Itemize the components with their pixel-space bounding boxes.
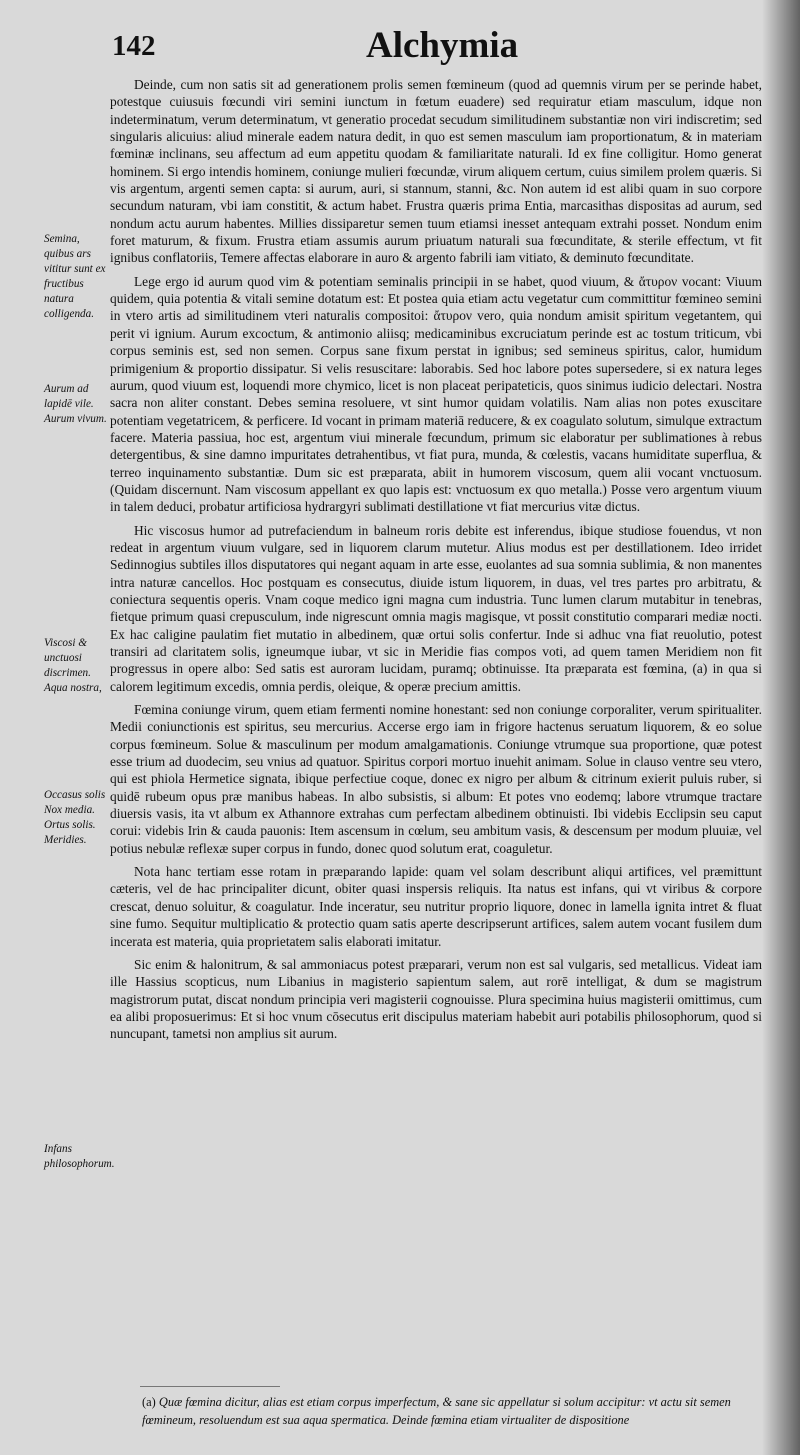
margin-note: Occasus solis Nox media. Ortus solis. Meridies. [44,789,106,846]
margin-note: Semina, quibus ars vititur sunt ex fructibus natura colligenda. [44,233,106,320]
footnote-mark: (a) [142,1395,156,1409]
paragraph: Fœmina coniunge virum, quem etiam fermenti nomine honestant: sed non coniunge corporaliter, verum spiritualiter. Medii coniunctionis est spiritus, seu mercurius. Accerse ergo iam in frigore hactenus seruatum liquorem, & eo solue corpus fœmineum. Solue & masculinum per modum amalgamationis. Coniunge vtrumque sua proportione, quæ potest esse trium ad duodecim, seu vnius ad quatuor. Spiritus corpori mortuo inuehit animam. Solue in clauso ventre seu vtero, qui est phiola Hermetice signata, ibique perfectiue coque, donec ex nigro per album & citrinum exierit puluis ruber, si quidē rubeum opus præ manibus habeas. In albo subsistis, si album: Et potes vno eodemq; labore vtrumque tractare diuersis vasis, ita vt album ex Athannore extrahas cum perfectam albedinem obtinuisti. Ibi videbis Ecclipsin seu caput corui: videbis Irin & cauda pauonis: Item ascensum in cœlum, seu ambitum vasis, & descensum per modum pluuiæ, vel potius nebulæ reflexæ super corpus in fundo, donec quod solutum erat, coaguletur. [110,702,762,856]
page-header [108,22,748,68]
running-title: Alchymia [366,25,519,66]
main-text [110,76,762,1043]
paragraph: Sic enim & halonitrum, & sal ammoniacus potest præparari, verum non est sal vulgaris, sed metallicus. Videat iam ille Hassius scopticus, num Libanius in magisterio sapientum salem, aut rorē intelligat, & dum se magistrum magistrorum putat, discat nondum principia veri magisterii cognouisse. Plura specimina huius magisterii omittimus, cum ea alibi proposuerimus: Et si hoc vnum cōsecutus erit discipulus materiam habebit auri potabilis philosophorum, quod si nuncupant, tametsi non amplius sit aurum. [110,956,762,1042]
margin-note: Infans philosophorum. [44,1143,115,1170]
margin-note: Aurum ad lapidē vile. Aurum vivum. [44,383,107,425]
paragraph: Hic viscosus humor ad putrefaciendum in balneum roris debite est inferendus, ibique studiose fouendus, vt non redeat in argentum viuum vulgare, sed in liquorem clarum mutetur. Alius modus est per destillationem. Ideo irridet Sedinnogius subtiles illos disputatores qui negant aquam in arte esse, euolantes ad sua somnia sublimia, & non manentes intra naturæ cancellos. Hoc postquam es consecutus, diuide istum liquorem, in duas, vel tres partes pro arbitratu, & coniectura sequentis operis. Vnam coque medico igni magna cum industria. Tunc lumen clarum mutabitur in tenebras, fietque primum quasi crepusculum, inde nigrescunt omnia magis magisque, vt possit constitutio comparari mediæ nocti. Ex hac caligine paulatim fiet mutatio in albedinem, quæ ortui solis confertur. Inde si adhuc vna fiat reuolutio, potest transiri ad claritatem solis, igneumque iubar, vt sic in Meridie fias compos voti, ad quem tamen Meridiem non fit progressus in opere albo: Sed satis est auroram lucidam, puramq; obtinuisse. Ita præparata est fœmina, (a) in qua si calorem legitimum excedis, omnia perdis, oleique, & operæ precium amittis. [110,522,762,694]
paragraph: Deinde, cum non satis sit ad generationem prolis semen fœmineum (quod ad quemnis virum per se perinde habet, potestque cuiusuis fœcundi viri semini iunctum in fœtum euadere) sed requiratur etiam masculum, idque non indeterminatum, verum determinatum, vt generatio procedat secudum similitudinem substantiæ non viri indiscretim; sed singularis alicuius: aliud minerale eadem natura dedit, in quo est semen masculum iam proportionatum, & in materiam fœminæ inclinans, seu affectum ad eum appetitu quodam & familiaritate naturali. Id ex fine colligitur. Homo generat hominem. Si ergo intendis hominem, coniunge mulieri fœcundæ, virum aliquem certum, cuius similem prolem quæris. Si vis argentum, argenti semen capta: si aurum, auri, si stannum, stanni, &c. Non autem id est alibi quam in suo corpore secundum naturam, vbi iam constitit, & actum habet. Frustra quæris prima Entia, marcasithas dispositas ad aurum, sed nondum actu aurum habentes. Millies dissiparetur semen tuum etiamsi inesset antequam extrahi posset. Nondum enim foret maturum, & fixum. Frustra etiam assumis aurum priuatum naturali sua fœcunditate, & sterile effectum, vt fit ignibus conflatoriis, Temere affectas elaborare in auro & argento fabrili iam vitiato, & deminuto fœcunditate. [110,77,762,266]
footnote-text: Quæ fœmina dicitur, alias est etiam corpus imperfectum, & sane sic appellatur si solum accipitur: vt actu sit semen fœmineum, resoluendum est sua aqua spermatica. Deinde fœmina etiam virtualiter de dispositione [142,1395,731,1427]
paragraph: Nota hanc tertiam esse rotam in præparando lapide: quam vel solam describunt aliqui artifices, vel præmittunt cæteris, vel de hac principaliter dicunt, obiter quasi inspersis reliquis. Ita natus est infans, qui vt viribus & corpore crescat, denuo soluitur, & coagulatur. Inde inceratur, seu nutritur proprio liquore, donec in lamella ignita intret & fluat sine fumo. Sequitur multiplicatio & protectio quam satis aperte descripserunt artifices, salem autem vocant fusilem dum incerata est materia, quia proprietatem salis elaborati imitatur. [110,864,762,949]
paragraph: Lege ergo id aurum quod vim & potentiam seminalis principii in se habet, quod viuum, & ἄτυρον vocant: Viuum quidem, quia potentia & vitali semine dotatum est: Et postea quia etiam actu vegetatur cum committitur fœmineo semini in vtero artis ad similitudinem vteri naturalis compositoi: ἄτυρον vero, quia nondum amisit spiritum vegetantem, qui perit vi ignium. Aurum excoctum, & antimonio aliisq; medicaminibus excruciatum perinde est ac tostum triticum, vbi corpus seminis est, sed non semen. Corpus sane fixum perstat in ignibus; sed semineus spiritus, calor, humidum primigenium & proportio dissipatur. Si velis resuscitare: laborabis. Sed hoc labore potes supersedere, si ex natura leges aurum, quod viuum est, loquendi more chymico, licet is non placeat peripateticis, quos sinimus iudicio delectari. Nostra sacra non aliter constant. Debes semina resoluere, vt sint humor quidam volatilis. Nam alias non potes exuscitare potentiam vegetatricem, & perficere. Id vocant in primam materiā reducere, & ex coagulato solutum, simulque extractum facere. Materia passiua, hoc est, argentum viui minerale fœcundum, primum sic elaboratur per sublimationes à rebus detergentibus, & sine damno impuritates detrahentibus, vt fiat pura, munda, & cœlestis, vacans humiditate superflua, & terreo inquinamento substantiæ. Dum sic est præparata, abiit in humorem viscosum, quem alii vocant vnctuosum. (Quidam discernunt. Nam viscosum appellant ex quo lapis est: vnctuosum ex quo metalla.) Posse vero argentum viuum in talem deduci, probatur artificiosa hydrargyri sublimati destillatione vt fiat mercurius vitæ dictus. [110,273,762,515]
margin-note: Viscosi & unctuosi discrimen. Aqua nostra, [44,637,102,694]
footnote [142,1393,768,1429]
footnote-rule [140,1386,280,1387]
page-number: 142 [112,30,156,62]
